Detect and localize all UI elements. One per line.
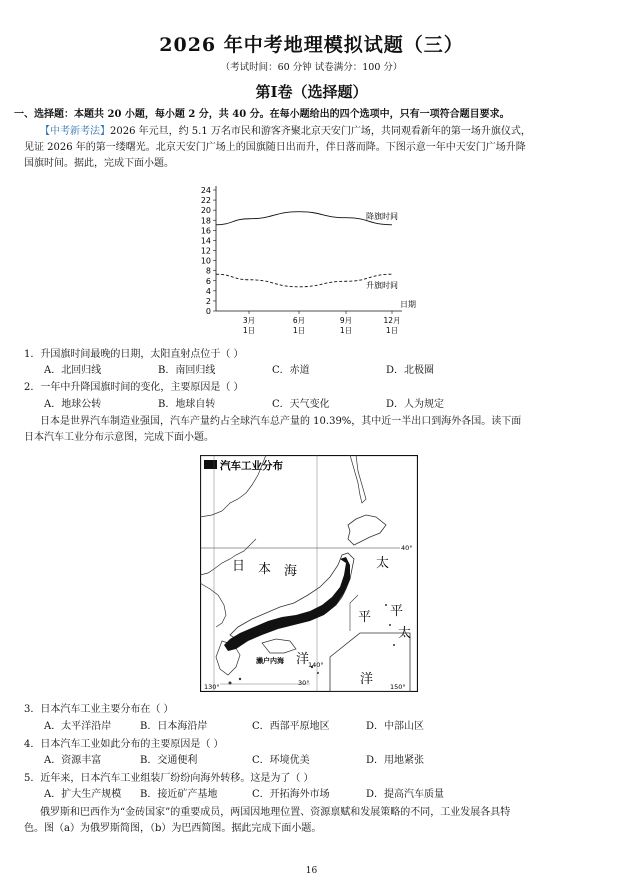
question-3-options <box>0 719 623 734</box>
flag-time-chart <box>180 180 430 342</box>
q5-option-d[interactable]: D．提高汽车质量 <box>366 789 445 800</box>
lon-140-label: 140° <box>308 661 324 669</box>
part-heading: 一、选择题：本题共 20 小题，每小题 2 分，共 40 分。在每小题给出的四个选项中，只有一项符合题目要求。 <box>14 109 510 120</box>
intro2-line-2: 日本汽车工业分布示意图，完成下面小题。 <box>24 432 214 443</box>
lowering-series-label: 降旗时间 <box>366 211 398 221</box>
intro2-line-1: 日本是世界汽车制造业强国，汽车产量约占全球汽车总产量的 10.39%，其中近一半出口到海外各国。读下面 <box>40 416 522 427</box>
q4-option-c[interactable]: C．环境优美 <box>252 755 310 766</box>
lat-40-label: 40° <box>401 544 413 552</box>
y-tick-label: 20 <box>200 206 211 216</box>
q4-option-b[interactable]: B．交通便利 <box>140 755 198 766</box>
intro-line-2: 见证 2026 年的第一缕曙光。北京天安门广场上的国旗随日出而升，伴日落而降。下图示意一年中天安门广场升降 <box>24 142 526 153</box>
y-tick-label: 18 <box>200 216 211 226</box>
q3-option-d[interactable]: D．中部山区 <box>366 721 425 732</box>
exam-title: 2026 年中考地理模拟试题（三） <box>159 34 464 56</box>
island <box>317 672 319 674</box>
x-tick-label: 9月 <box>339 316 353 325</box>
q1-option-b[interactable]: B．南回归线 <box>158 365 216 376</box>
x-tick-sublabel: 1日 <box>242 326 256 335</box>
japan-auto-industry-map <box>200 455 418 692</box>
intro-line-3: 国旗时间。据此，完成下面小题。 <box>24 158 174 169</box>
chart-axes <box>213 186 402 314</box>
q2-option-c[interactable]: C．天气变化 <box>272 399 330 410</box>
question-3-stem: 3．日本汽车工业主要分布在（ ） <box>24 704 174 715</box>
y-tick-label: 4 <box>205 286 211 296</box>
question-5-stem: 5．近年来，日本汽车工业组装厂纷纷向海外转移。这是为了（ ） <box>24 773 314 784</box>
y-tick-label: 22 <box>200 196 211 206</box>
pacific-char-1: 太 <box>376 556 390 571</box>
question-4-stem: 4．日本汽车工业如此分布的主要原因是（ ） <box>24 739 224 750</box>
y-tick-label: 6 <box>205 276 211 286</box>
island <box>389 624 391 626</box>
lon-130-label: 130° <box>204 683 220 691</box>
pacific-char-4: 平 <box>358 610 372 625</box>
q1-option-d[interactable]: D．北极圈 <box>386 365 435 376</box>
question-1-stem: 1．升国旗时间最晚的日期，太阳直射点位于（ ） <box>24 349 244 360</box>
section-heading: 第Ⅰ卷（选择题） <box>255 83 368 101</box>
q3-option-c[interactable]: C．西部平原地区 <box>252 721 330 732</box>
inland-sea-label: 濑户内海 <box>256 657 284 665</box>
raising-series-label: 升旗时间 <box>366 281 398 291</box>
question-4-options <box>0 753 623 768</box>
legend-label: 汽车工业分布 <box>220 460 283 472</box>
lon-150-label: 150° <box>390 683 406 691</box>
x-tick-sublabel: 1日 <box>292 326 306 335</box>
page-number: 16 <box>305 866 318 876</box>
pacific-char-6: 洋 <box>360 672 374 687</box>
q4-option-a[interactable]: A．资源丰富 <box>44 755 102 766</box>
exam-subtitle: （考试时间：60 分钟 试卷满分：100 分） <box>220 62 403 73</box>
pacific-char-2: 平 <box>390 604 404 619</box>
y-tick-label: 0 <box>205 307 211 316</box>
q4-option-d[interactable]: D．用地紧张 <box>366 755 425 766</box>
question-1-options <box>0 363 623 378</box>
y-tick-label: 16 <box>200 226 211 236</box>
y-tick-label: 14 <box>200 236 211 246</box>
pacific-char-3: 太 <box>398 626 412 641</box>
q2-option-a[interactable]: A．地球公转 <box>44 399 102 410</box>
q5-option-b[interactable]: B．接近矿产基地 <box>140 789 218 800</box>
intro-line-1: 2026 年元旦，约 5.1 万名市民和游客齐聚北京天安门广场，共同观看新年的第一场升旗仪式， <box>110 126 531 137</box>
chart-labels <box>201 186 416 335</box>
q5-option-a[interactable]: A．扩大生产规模 <box>44 789 122 800</box>
q1-option-c[interactable]: C．赤道 <box>272 365 310 376</box>
new-exam-tag: 【中考新考法】 <box>40 126 110 137</box>
intro3-line-1: 俄罗斯和巴西作为“金砖国家”的重要成员，两国因地理位置、资源禀赋和发展策略的不同，工业发展各具特 <box>40 807 511 818</box>
sea-char-1: 日 <box>232 559 246 574</box>
x-tick-label: 3月 <box>242 316 256 325</box>
q2-option-d[interactable]: D．人为规定 <box>386 399 445 410</box>
q2-option-b[interactable]: B．地球自转 <box>158 399 216 410</box>
question-2-options <box>0 397 623 412</box>
chart-lines <box>216 212 392 287</box>
island <box>385 604 387 606</box>
q1-option-a[interactable]: A．北回归线 <box>44 365 102 376</box>
x-tick-sublabel: 1日 <box>339 326 353 335</box>
q5-option-c[interactable]: C．开拓海外市场 <box>252 789 330 800</box>
x-tick-label: 12月 <box>383 316 401 325</box>
x-tick-label: 6月 <box>292 316 306 325</box>
island <box>239 678 241 680</box>
sea-char-3: 海 <box>284 564 298 579</box>
question-2-stem: 2．一年中升降国旗时间的变化，主要原因是（ ） <box>24 382 244 393</box>
island <box>393 644 395 646</box>
sea-char-2: 本 <box>258 562 272 577</box>
x-tick-sublabel: 1日 <box>385 326 399 335</box>
y-tick-label: 8 <box>205 266 211 276</box>
q3-option-b[interactable]: B．日本海沿岸 <box>140 721 208 732</box>
intro-paragraph <box>40 124 620 139</box>
y-tick-label: 10 <box>200 256 211 266</box>
q3-option-a[interactable]: A．太平洋沿岸 <box>44 721 112 732</box>
pacific-char-5: 洋 <box>296 652 310 667</box>
y-tick-label: 2 <box>205 296 211 306</box>
legend-swatch <box>204 460 217 469</box>
y-tick-label: 12 <box>200 246 211 256</box>
question-5-options <box>0 787 623 802</box>
lat-30-label: 30° <box>298 679 310 687</box>
intro3-line-2: 色。图（a）为俄罗斯简图，（b）为巴西简图。据此完成下面小题。 <box>24 823 322 834</box>
y-tick-label: 24 <box>200 186 211 195</box>
x-axis-label: 日期 <box>400 300 416 309</box>
